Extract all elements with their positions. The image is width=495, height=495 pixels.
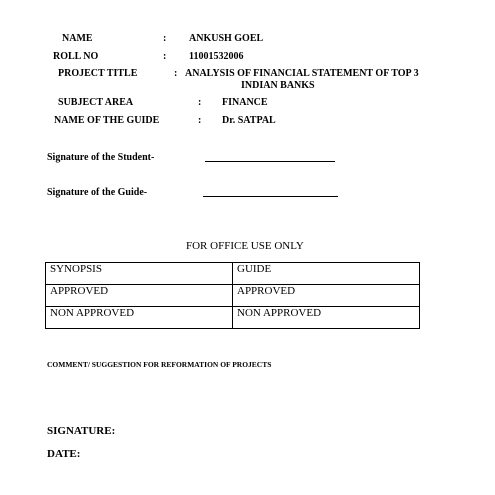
guide-label: NAME OF THE GUIDE <box>54 115 160 126</box>
table-row <box>46 285 420 307</box>
table-row <box>46 307 420 329</box>
project-title-label: PROJECT TITLE <box>58 68 138 79</box>
name-label: NAME <box>62 33 93 44</box>
synopsis-approved-cell: APPROVED <box>46 285 233 307</box>
guide-value: Dr. SATPAL <box>222 115 276 126</box>
student-signature-label: Signature of the Student- <box>47 152 155 163</box>
subject-area-label: SUBJECT AREA <box>58 97 134 108</box>
guide-signature-label: Signature of the Guide- <box>47 187 148 198</box>
synopsis-non-approved-cell: NON APPROVED <box>46 307 233 329</box>
name-colon: : <box>163 33 167 44</box>
roll-no-value: 11001532006 <box>189 51 244 62</box>
guide-approved-cell: APPROVED <box>233 285 420 307</box>
student-signature-line <box>205 161 335 162</box>
table-row <box>46 263 420 285</box>
footer-date-label: DATE: <box>47 448 81 460</box>
subject-area-colon: : <box>198 97 202 108</box>
roll-no-label: ROLL NO <box>53 51 99 62</box>
footer-signature-label: SIGNATURE: <box>47 425 116 437</box>
guide-colon: : <box>198 115 202 126</box>
roll-no-colon: : <box>163 51 167 62</box>
project-title-value-line1: ANALYSIS OF FINANCIAL STATEMENT OF TOP 3 <box>185 68 419 79</box>
project-title-value-line2: INDIAN BANKS <box>241 80 315 91</box>
guide-signature-line <box>203 196 338 197</box>
guide-cell: GUIDE <box>233 263 420 285</box>
office-use-heading: FOR OFFICE USE ONLY <box>186 240 304 252</box>
project-title-colon: : <box>174 68 178 79</box>
comment-heading: COMMENT/ SUGGESTION FOR REFORMATION OF PROJECTS <box>47 360 272 369</box>
subject-area-value: FINANCE <box>222 97 268 108</box>
synopsis-cell: SYNOPSIS <box>46 263 233 285</box>
name-value: ANKUSH GOEL <box>189 33 264 44</box>
guide-non-approved-cell: NON APPROVED <box>233 307 420 329</box>
office-use-table <box>45 262 420 329</box>
